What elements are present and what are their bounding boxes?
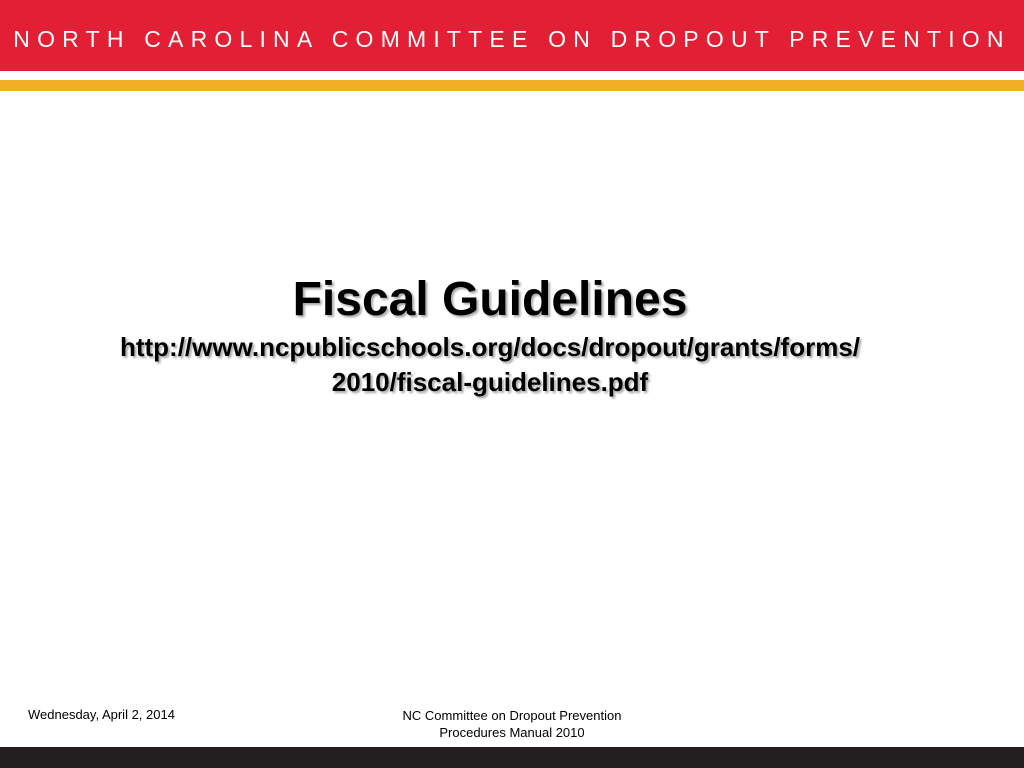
bottom-bar [0, 747, 1024, 768]
footer-caption [362, 707, 662, 741]
footer-caption-line-2: Procedures Manual 2010 [439, 725, 585, 740]
slide-link-line-1[interactable]: http://www.ncpublicschools.org/docs/dropout/grants/forms/ [119, 332, 861, 362]
header-title: NORTH CAROLINA COMMITTEE ON DROPOUT PREVENTION [13, 26, 1011, 52]
slide-content [40, 270, 940, 400]
gold-divider-stripe [0, 80, 1024, 91]
slide-link-line-2[interactable]: 2010/fiscal-guidelines.pdf [331, 367, 649, 397]
header-banner [0, 0, 1024, 71]
footer-caption-line-1: NC Committee on Dropout Prevention [402, 708, 622, 723]
footer-date: Wednesday, April 2, 2014 [28, 707, 175, 722]
slide-title: Fiscal Guidelines [292, 273, 688, 326]
